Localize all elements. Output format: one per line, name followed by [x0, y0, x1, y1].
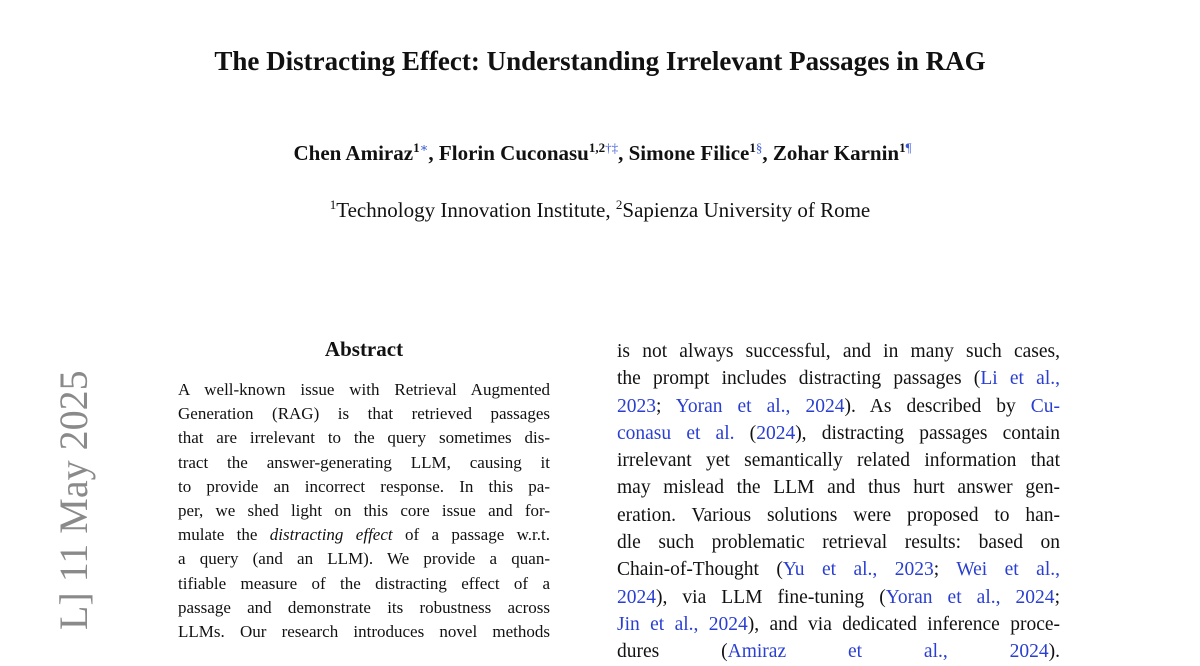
author-affiliation-marker: 1	[899, 140, 906, 155]
author-list	[0, 141, 1200, 166]
intro-text: dures (	[617, 641, 728, 663]
intro-text: ;	[933, 559, 957, 581]
intro-text: ), distracting passages contain	[795, 422, 1061, 444]
author-separator: ,	[762, 141, 773, 165]
emphasized-term: distracting effect	[269, 525, 393, 545]
citation-link[interactable]: conasu et al.	[617, 422, 735, 444]
author-separator: ,	[618, 141, 629, 165]
author-name: Florin Cuconasu	[438, 141, 589, 165]
arxiv-stamp: L] 11 May 2025	[51, 370, 96, 630]
author-name: Chen Amiraz	[293, 141, 414, 165]
author-name: Simone Filice	[628, 141, 750, 165]
intro-line	[617, 638, 1060, 665]
author-footnote-link[interactable]: ¶	[905, 140, 912, 155]
intro-text: ). As described by	[844, 395, 1031, 417]
intro-line	[617, 365, 1060, 392]
intro-line	[617, 584, 1060, 611]
affiliation-sapienza: Sapienza University of Rome	[622, 198, 871, 222]
author-separator: ,	[428, 141, 439, 165]
affiliations	[0, 198, 1200, 223]
affiliation-marker: 2	[615, 197, 623, 212]
intro-text: Chain-of-Thought (	[617, 559, 783, 581]
intro-line	[617, 502, 1060, 529]
abstract-line: Generation (RAG) is that retrieved passages	[178, 404, 550, 424]
abstract-line: tifiable measure of the distracting effect of a	[178, 573, 550, 593]
intro-line	[617, 338, 1060, 365]
citation-link[interactable]: Yoran et al., 2024	[675, 395, 845, 417]
intro-line	[617, 556, 1060, 583]
intro-line	[617, 393, 1060, 420]
abstract-line: A well-known issue with Retrieval Augmented	[178, 380, 550, 399]
intro-text: ;	[656, 395, 676, 417]
abstract-line: per, we shed light on this core issue and for-	[178, 501, 550, 521]
abstract-line: to provide an incorrect response. In this pa-	[178, 476, 550, 496]
intro-text: the prompt includes distracting passages (	[617, 368, 981, 390]
introduction-column	[617, 338, 1060, 666]
citation-link[interactable]: Yoran et al., 2024	[885, 586, 1055, 608]
abstract-line: passage and demonstrate its robustness across	[178, 597, 550, 617]
author-footnote-link[interactable]: §	[755, 140, 763, 155]
intro-text: ), via LLM fine-tuning (	[656, 586, 886, 608]
abstract-line: mulate the distracting effect of a passage w.r.t.	[178, 525, 550, 545]
affiliation-marker: 1	[329, 197, 337, 212]
citation-link[interactable]: Yu et al., 2023	[782, 559, 934, 581]
citation-link[interactable]: Amiraz et al., 2024	[727, 641, 1049, 663]
citation-link[interactable]: Jin et al., 2024	[617, 613, 748, 635]
citation-link[interactable]: Wei et al.,	[956, 559, 1060, 581]
author-affiliation-marker: 1,2	[588, 140, 606, 155]
intro-text: ), and via dedicated inference proce-	[747, 613, 1060, 635]
author-affiliation-marker: 1	[413, 140, 420, 155]
paper-title: The Distracting Effect: Understanding Irrelevant Passages in RAG	[214, 46, 986, 76]
intro-text: eration. Various solutions were proposed to han-	[617, 504, 1060, 526]
author-footnote-link[interactable]: ∗	[419, 140, 429, 155]
intro-text: is not always successful, and in many such cases,	[617, 341, 1060, 362]
citation-link[interactable]: Li et al.,	[980, 368, 1060, 390]
abstract-line: a query (and an LLM). We provide a quan-	[178, 549, 550, 569]
author-affiliation-marker: 1	[749, 140, 756, 155]
affiliation-tii: Technology Innovation Institute,	[336, 198, 616, 222]
intro-text: ;	[1054, 586, 1060, 608]
abstract-body	[178, 378, 550, 644]
intro-line	[617, 447, 1060, 474]
intro-line	[617, 420, 1060, 447]
intro-line	[617, 611, 1060, 638]
citation-link[interactable]: 2024	[756, 422, 796, 444]
citation-link[interactable]: 2024	[617, 586, 656, 608]
intro-text: (	[734, 422, 757, 444]
author-footnote-link[interactable]: †‡	[605, 140, 619, 155]
intro-text: irrelevant yet semantically related information that	[617, 450, 1060, 472]
intro-text: may mislead the LLM and thus hurt answer gen-	[617, 477, 1060, 499]
citation-link[interactable]: 2023	[617, 395, 656, 417]
intro-line	[617, 529, 1060, 556]
intro-text: dle such problematic retrieval results: based on	[617, 532, 1060, 554]
abstract-heading: Abstract	[324, 337, 404, 361]
abstract-line: LLMs. Our research introduces novel methods	[178, 622, 550, 642]
abstract-line: tract the answer-generating LLM, causing it	[178, 452, 550, 472]
intro-text: ).	[1048, 641, 1061, 663]
intro-line	[617, 474, 1060, 501]
citation-link[interactable]: Cu-	[1030, 395, 1060, 417]
author-name: Zohar Karnin	[772, 141, 900, 165]
abstract-line: that are irrelevant to the query sometimes dis-	[178, 428, 550, 448]
